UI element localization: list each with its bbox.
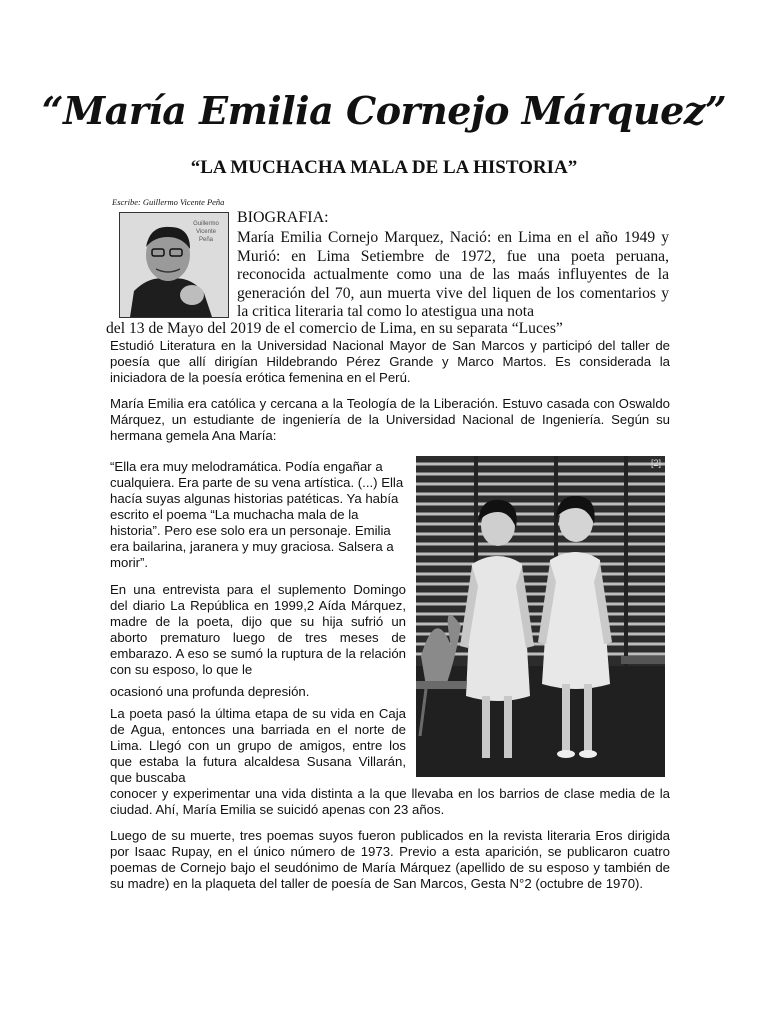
byline: Escribe: Guillermo Vicente Peña	[112, 197, 225, 207]
svg-text:Peña: Peña	[198, 237, 214, 243]
svg-text:Guillermo: Guillermo	[193, 221, 219, 227]
sister-quote: “Ella era muy melodramática. Podía engañar a cualquiera. Era parte de su vena artística. (...) Ella hacía suyas algunas historias patéticas. Ya había escrito el poema “La muchacha mala de la historia”. Pero ese solo era un personaje. Emilia era bailarina, jaranera y muy graciosa. Salsera a morir”.	[110, 459, 404, 570]
paragraph-marriage: María Emilia era católica y cercana a la Teología de la Liberación. Estuvo casada con Oswaldo Márquez, un estudiante de ingeniería de la Universidad Nacional de Ingeniería. Según su hermana gemela Ana María:	[110, 396, 670, 443]
svg-text:Vicente: Vicente	[196, 229, 216, 235]
paragraph-studies: Estudió Literatura en la Universidad Nacional Mayor de San Marcos y participó del taller de poesía que allí dirigían Hildebrando Pérez Grande y Marco Martos. Es considerada la iniciadora de la poesía erótica femenina en el Perú.	[110, 338, 670, 385]
paragraph-caja-de-agua: La poeta pasó la última etapa de su vida en Caja de Agua, entonces una barriada en el norte de Lima. Llegó con un grupo de amigos, entre los que estaba la futura alcaldesa Susana Villarán, que buscaba	[110, 706, 406, 785]
bio-text-continued: del 13 de Mayo del 2019 de el comercio de Lima, en su separata “Luces”	[106, 320, 563, 337]
twin-sisters-photo	[416, 456, 665, 777]
page-subtitle: “LA MUCHACHA MALA DE LA HISTORIA”	[190, 157, 578, 178]
bio-heading: BIOGRAFIA:	[237, 209, 329, 226]
bio-text: María Emilia Cornejo Marquez, Nació: en Lima en el año 1949 y Murió: en Lima Setiembre de 1972, fue una poeta peruana, reconocida actualmente como una de las maás influyentes de la generación del 70, aun muerta vive del liquen de los comentarios y la critica literaria tal como lo atestigua una nota	[237, 229, 669, 320]
paragraph-suicide: conocer y experimentar una vida distinta a la que llevaba en los barrios de clase media de la ciudad. Ahí, María Emilia se suicidó apenas con 23 años.	[110, 786, 670, 817]
paragraph-interview: En una entrevista para el suplemento Domingo del diario La República en 1999,2 Aída Márquez, madre de la poeta, dijo que su hija sufrió un aborto prematuro luego de tres meses de embarazo. A eso se sumó la ruptura de la relación con su esposo, lo que le	[110, 582, 406, 677]
photo-number: [2]	[650, 458, 661, 468]
page-title: “María Emilia Cornejo Márquez”	[41, 88, 727, 133]
author-photo	[119, 212, 229, 318]
paragraph-publications: Luego de su muerte, tres poemas suyos fueron publicados en la revista literaria Eros dirigida por Isaac Rupay, en el único número de 1973. Previo a esta aparición, se publicaron cuatro poemas de Cornejo bajo el seudónimo de María Márquez (apellido de su esposo y también de su madre) en la plaqueta del taller de poesía de San Marcos, Gesta N°2 (octubre de 1970).	[110, 828, 670, 891]
paragraph-depression: ocasionó una profunda depresión.	[110, 684, 310, 699]
